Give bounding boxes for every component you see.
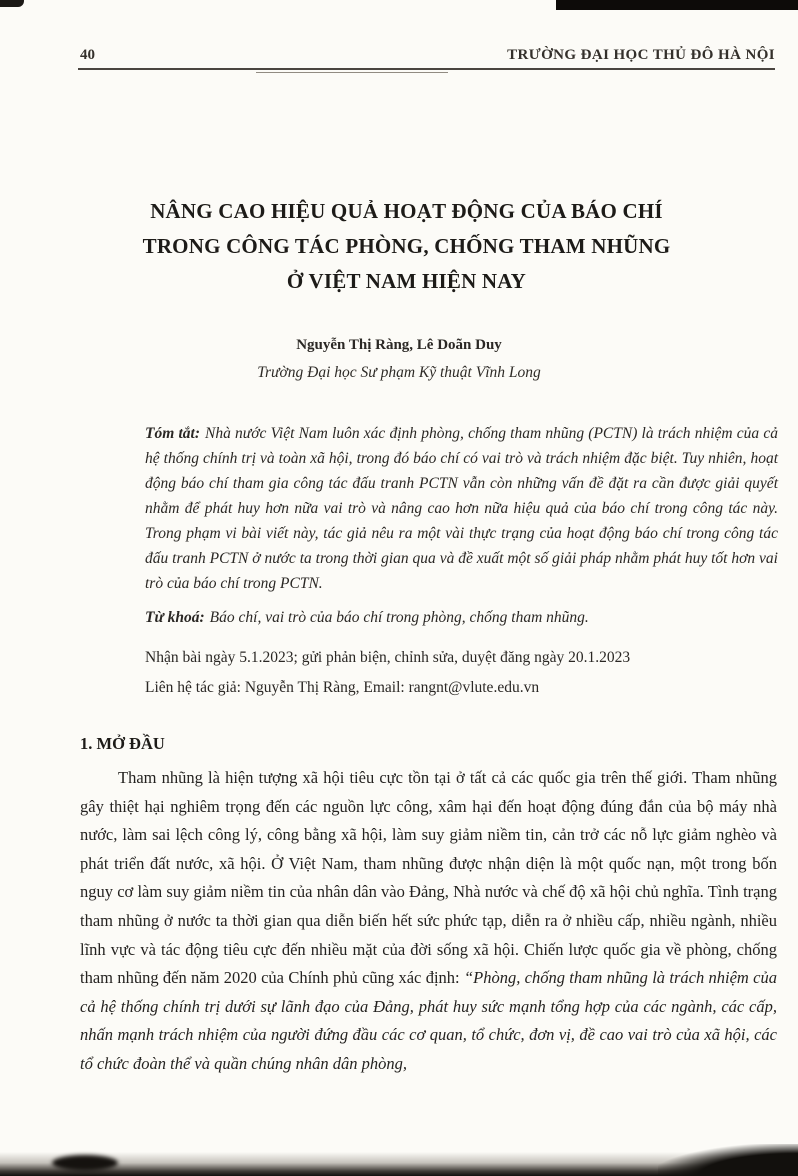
abstract-text: Nhà nước Việt Nam luôn xác định phòng, chống tham nhũng (PCTN) là trách nhiệm của cả hệ thống chính trị và toàn xã hội, trong đó báo chí có vai trò và trách nhiệm đặc biệt. Tuy nhiên, hoạt động báo chí tham gia công tác đấu tranh PCTN vẫn còn những vấn đề đặt ra cần được giải quyết nhằm để phát huy hơn nữa vai trò và nâng cao hơn nữa hiệu quả của báo chí trong công tác này. Trong phạm vi bài viết này, tác giả nêu ra một vài thực trạng của hoạt động báo chí trong công tác đấu tranh PCTN ở nước ta trong thời gian qua và đề xuất một số giải pháp nhằm phát huy tốt hơn vai trò của báo chí trong PCTN. — [145, 425, 778, 592]
scan-artifact-bottom-blob — [52, 1155, 118, 1171]
intro-paragraph-quote: “Phòng, chống tham nhũng là trách nhiệm của cả hệ thống chính trị dưới sự lãnh đạo của Đảng, phát huy sức mạnh tổng hợp của các ngành, các cấp, nhấn mạnh trách nhiệm của người đứng đầu các cơ quan, tổ chức, đơn vị, đề cao vai trò của xã hội, các tổ chức đoàn thể và quần chúng nhân dân phòng, — [80, 968, 778, 1073]
affiliation: Trường Đại học Sư phạm Kỹ thuật Vĩnh Long — [257, 364, 541, 381]
article-title — [55, 194, 758, 299]
scan-artifact-top-right — [556, 0, 798, 10]
title-line-3: Ở VIỆT NAM HIỆN NAY — [286, 269, 527, 293]
intro-paragraph-text: Tham nhũng là hiện tượng xã hội tiêu cực tồn tại ở tất cả các quốc gia trên thế giới. Tham nhũng gây thiệt hại nghiêm trọng đến các nguồn lực công, xâm hại đến hoạt động đúng đắn của bộ máy nhà nước, làm sai lệch công lý, công bằng xã hội, làm suy giảm niềm tin, cản trở các nỗ lực giảm nghèo và phát triển đất nước, xã hội. Ở Việt Nam, tham nhũng được nhận diện là một quốc nạn, một trong bốn nguy cơ làm suy giảm niềm tin của nhân dân vào Đảng, Nhà nước và chế độ xã hội chủ nghĩa. Tình trạng tham nhũng ở nước ta thời gian qua diễn biến hết sức phức tạp, diễn ra ở nhiều cấp, nhiều ngành, nhiều lĩnh vực và tác động tiêu cực đến nhiều mặt của đời sống xã hội. Chiến lược quốc gia về phòng, chống tham nhũng đến năm 2020 của Chính phủ cũng xác định: — [80, 768, 777, 988]
journal-name: TRƯỜNG ĐẠI HỌC THỦ ĐÔ HÀ NỘI — [507, 47, 775, 63]
keywords-label: Từ khoá: — [145, 609, 205, 626]
header-rule-artifact — [256, 72, 448, 73]
scan-artifact-top-left — [0, 0, 24, 7]
intro-paragraph — [80, 764, 777, 1079]
scan-artifact-bottom-band — [0, 1152, 798, 1176]
keywords-text: Báo chí, vai trò của báo chí trong phòng, chống tham nhũng. — [209, 609, 589, 626]
keywords — [145, 609, 778, 627]
title-line-2: TRONG CÔNG TÁC PHÒNG, CHỐNG THAM NHŨNG — [142, 234, 671, 258]
authors: Nguyễn Thị Ràng, Lê Doãn Duy — [296, 337, 502, 353]
page-header — [80, 47, 775, 64]
title-line-1: NÂNG CAO HIỆU QUẢ HOẠT ĐỘNG CỦA BÁO CHÍ — [150, 199, 663, 223]
received-dates: Nhận bài ngày 5.1.2023; gửi phản biện, chỉnh sửa, duyệt đăng ngày 20.1.2023 — [145, 649, 631, 666]
section-heading-intro: 1. MỞ ĐẦU — [80, 734, 165, 753]
header-rule — [78, 68, 775, 70]
abstract-label: Tóm tắt: — [145, 425, 200, 442]
scan-artifact-bottom-right — [658, 1144, 798, 1176]
abstract — [145, 421, 778, 596]
page-number: 40 — [80, 47, 95, 63]
author-contact: Liên hệ tác giả: Nguyễn Thị Ràng, Email: rangnt@vlute.edu.vn — [145, 679, 540, 696]
